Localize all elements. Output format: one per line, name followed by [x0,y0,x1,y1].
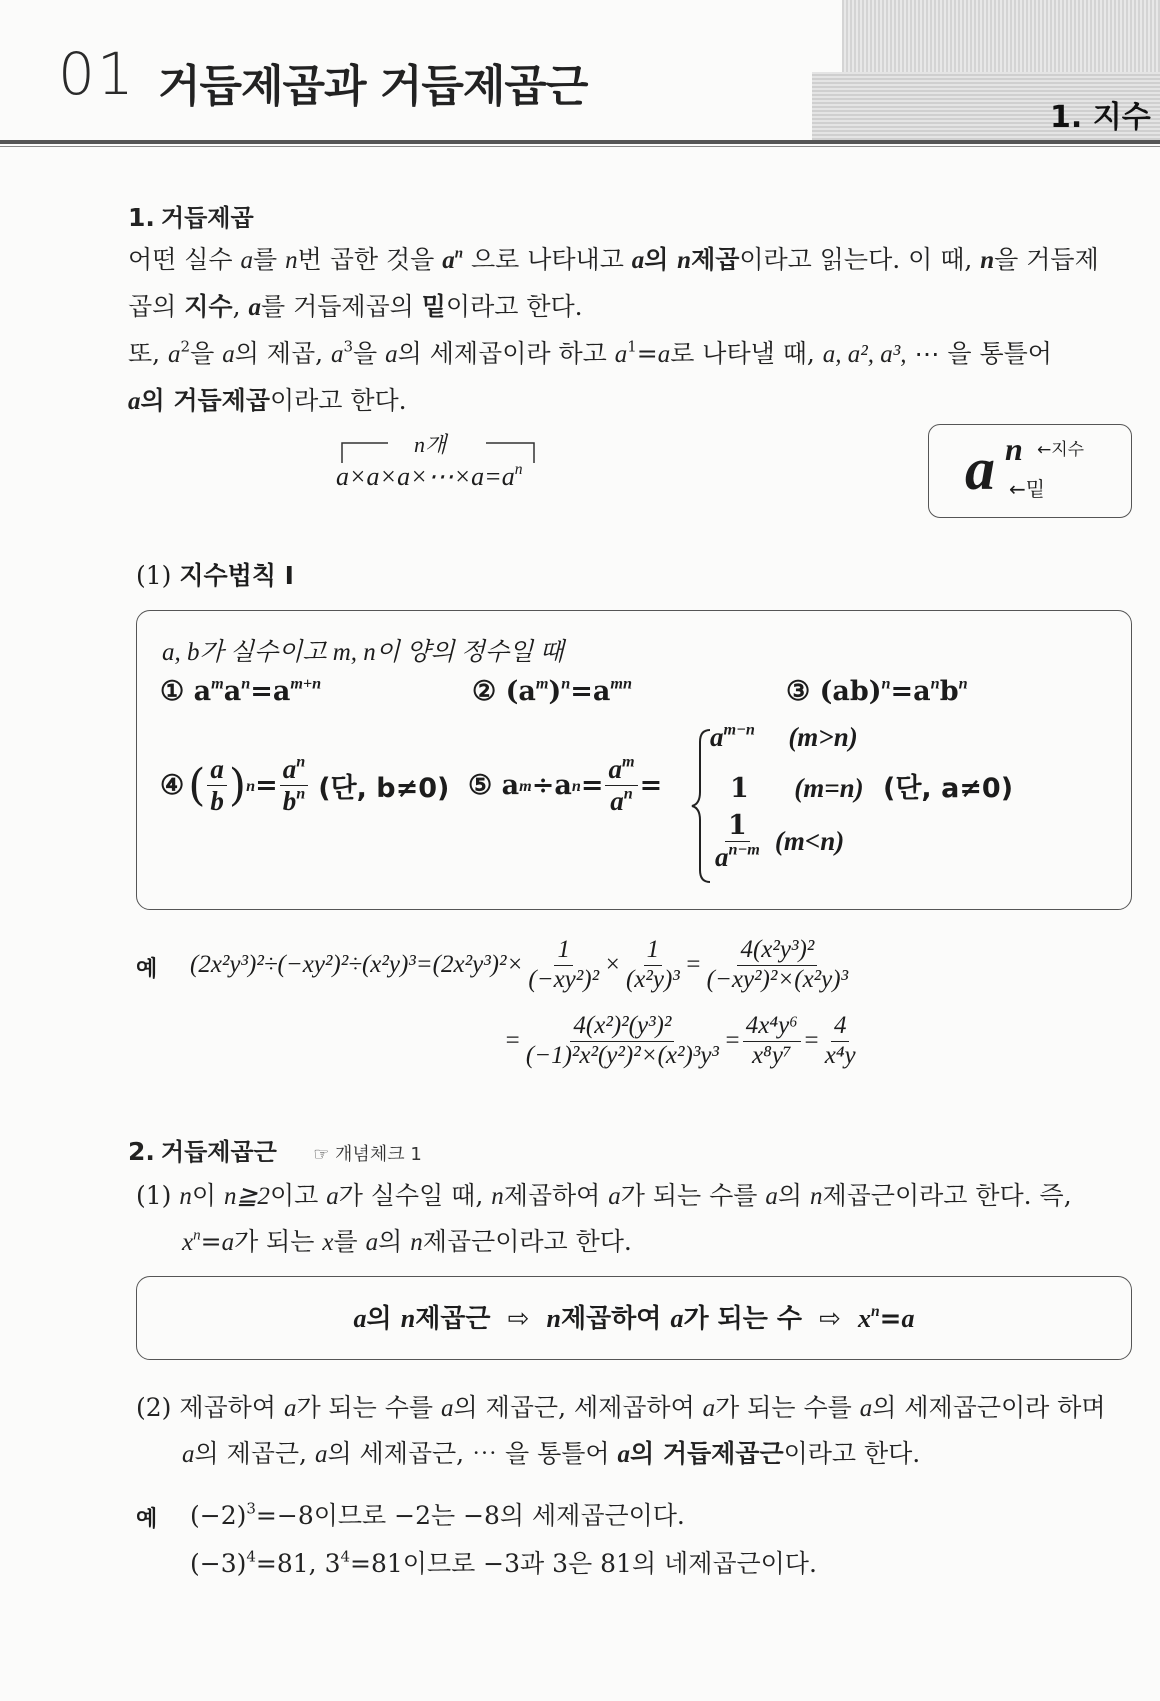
count-label: n개 [414,432,447,457]
law-5: ⑤ a m ÷a n = $\frac{a^m}{a^n}$ = [468,752,663,817]
case-1: $a^{m-n}$ (m>n) [710,720,858,752]
header-pattern-top [842,0,1160,72]
para-definition: 어떤 실수 a를 n번 곱한 것을 $a^n$ 으로 나타내고 a의 n제곱이라고 읽는다. 이 때, n을 거듭제 [128,245,1099,274]
notation-box [928,424,1132,518]
section-2-title: 거듭제곱근 [160,1138,277,1166]
section-1-number: 1. [128,203,155,232]
example-1-line-2: = $\frac{\text{4(x²)²(y³)²}}{\text{(−1)²x²(y²)²×(x²)³y³}}$ = $\frac{\text{4x⁴y⁶}}{\text{x⁸y⁷}}$ = $\frac{4}{\text{x⁴y}}$ [504,1011,856,1069]
para-powers: 또, $a^2$을 a의 제곱, $a^3$을 a의 세제곱이라 하고 $a^1=a$로 나타낼 때, a, a², a³, ⋯ 을 통틀어 [128,337,1052,368]
law-heading: (1) 지수법칙 Ⅰ [136,561,294,590]
section-2-heading [128,1132,422,1167]
law-4: ④ ( $\frac{a}{b}$ ) n = $\frac{a^n}{b^n}$ (단, b≠0) [160,752,450,817]
exponent-label: ←지수 [1037,440,1085,460]
para-root-definition-2: $x^n=a$가 되는 x를 a의 n제곱근이라고 한다. [182,1227,632,1256]
case-3: $\frac{1}{a^{n-m}}$ (m<n) [715,810,845,873]
product-expression: $a\times a\times a\times\cdots\times a=a^n$ [336,461,523,491]
example-1-line-1: (2x²y³)²÷(−xy²)²÷(x²y)³=(2x²y³)²× $\frac{1}{\text{(−xy²)²}}$ × $\frac{1}{\text{(x²y)³}}$ = $\frac{\text{4(x²y³)²}}{\text{(−xy²)²×(x²y)³}}$ [190,935,849,993]
section-1-heading [128,198,254,233]
para-root-definition: (1) n이 n≧2이고 a가 실수일 때, n제곱하여 a가 되는 수를 a의 n제곱근이라고 한다. 즉, [136,1181,1072,1210]
header-rule [0,140,1160,144]
law-1: ① $a^ma^n=a^{m+n}$ [160,674,322,707]
root-summary: a의 n제곱근 ⇨ n제곱하여 a가 되는 수 ⇨ $x^n=a$ [353,1303,915,1334]
notation-exponent: n [1005,431,1023,467]
section-title: 거듭제곱과 거듭제곱근 [158,61,588,112]
base-label: ←밑 [1009,477,1046,501]
section-number: 01 [58,40,136,108]
law-2: ② $(a^m)^n=a^{mn}$ [472,674,632,707]
para-square-cube-roots-2: a의 제곱근, a의 세제곱근, ⋯ 을 통틀어 a의 거듭제곱근이라고 한다. [182,1439,921,1468]
section-1-title: 거듭제곱 [160,204,254,232]
chapter-label: 1. 지수 [1050,100,1151,135]
header-rule-thin [0,146,1160,147]
example-2-line-1: $(-2)^3=-8$이므로 −2는 −8의 세제곱근이다. [190,1499,685,1530]
concept-check-link[interactable]: ☞ 개념체크 1 [313,1144,422,1165]
example-2-label: 예 [136,1507,158,1532]
para-definition-2: 곱의 지수, a를 거듭제곱의 밑이라고 한다. [128,292,583,321]
example-1-label: 예 [136,957,158,982]
section-2-number: 2. [128,1137,155,1166]
example-2-line-2: $(-3)^4=81$, $3^4=81$이므로 −3과 3은 81의 네제곱근이다. [190,1547,817,1578]
laws-condition: a, b가 실수이고 m, n이 양의 정수일 때 [162,639,564,666]
case-2: 1 (m=n) (단, a≠0) [730,773,1014,804]
para-powers-2: a의 거듭제곱이라고 한다. [128,386,407,415]
notation-base: a [965,436,995,502]
para-square-cube-roots: (2) 제곱하여 a가 되는 수를 a의 제곱근, 세제곱하여 a가 되는 수를 a의 세제곱근이라 하며 [136,1393,1106,1422]
law-3: ③ $(ab)^n=a^nb^n$ [786,674,968,707]
